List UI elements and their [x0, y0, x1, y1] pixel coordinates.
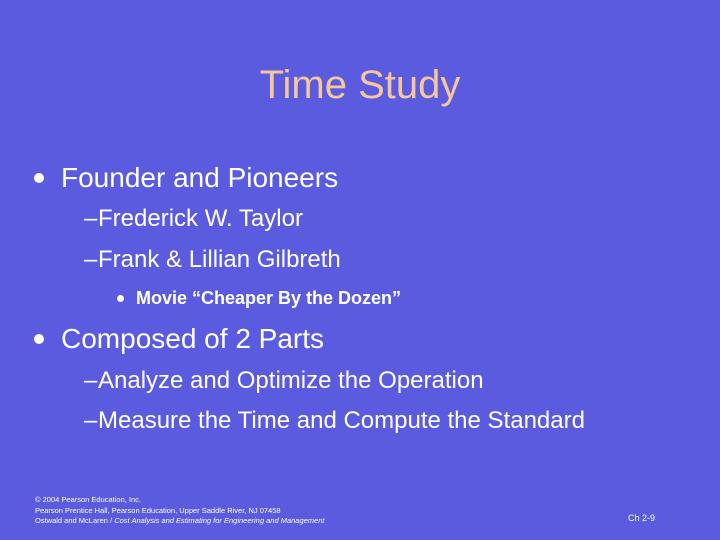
dash-icon: – — [84, 246, 98, 273]
bullet-parts: Composed of 2 Parts — [61, 323, 325, 354]
sub-bullet-text: Frederick W. Taylor — [98, 205, 303, 232]
sub-bullet-analyze — [84, 366, 484, 396]
sub-sub-bullet-movie: Movie “Cheaper By the Dozen” — [136, 288, 402, 308]
sub-bullet-text: Measure the Time and Compute the Standard — [98, 407, 585, 434]
dash-icon: – — [84, 205, 98, 232]
dash-icon: – — [84, 407, 98, 434]
footer-line — [35, 516, 324, 527]
footer-authors: Ostwald and McLaren / — [35, 516, 115, 525]
slide-title: Time Study — [259, 63, 461, 107]
bullet-founders: Founder and Pioneers — [61, 162, 339, 193]
footer-book-title: Cost Analysis and Estimating for Engineering and Management — [114, 516, 325, 525]
footer-line: Pearson Prentice Hall, Pearson Education, Upper Saddle River, NJ 07458 — [35, 505, 281, 515]
bullet-icon — [34, 334, 44, 344]
dash-icon: – — [84, 367, 98, 394]
sub-bullet-taylor — [84, 204, 303, 234]
sub-bullet-measure — [84, 406, 585, 436]
bullet-icon — [117, 295, 124, 302]
copyright-footer — [35, 495, 324, 527]
sub-bullet-text: Frank & Lillian Gilbreth — [98, 246, 341, 273]
footer-line: © 2004 Pearson Education, Inc. — [35, 495, 142, 504]
sub-bullet-gilbreth — [84, 245, 341, 275]
bullet-icon — [34, 173, 44, 183]
sub-bullet-text: Analyze and Optimize the Operation — [98, 367, 484, 394]
slide-number: Ch 2-9 — [628, 513, 656, 523]
